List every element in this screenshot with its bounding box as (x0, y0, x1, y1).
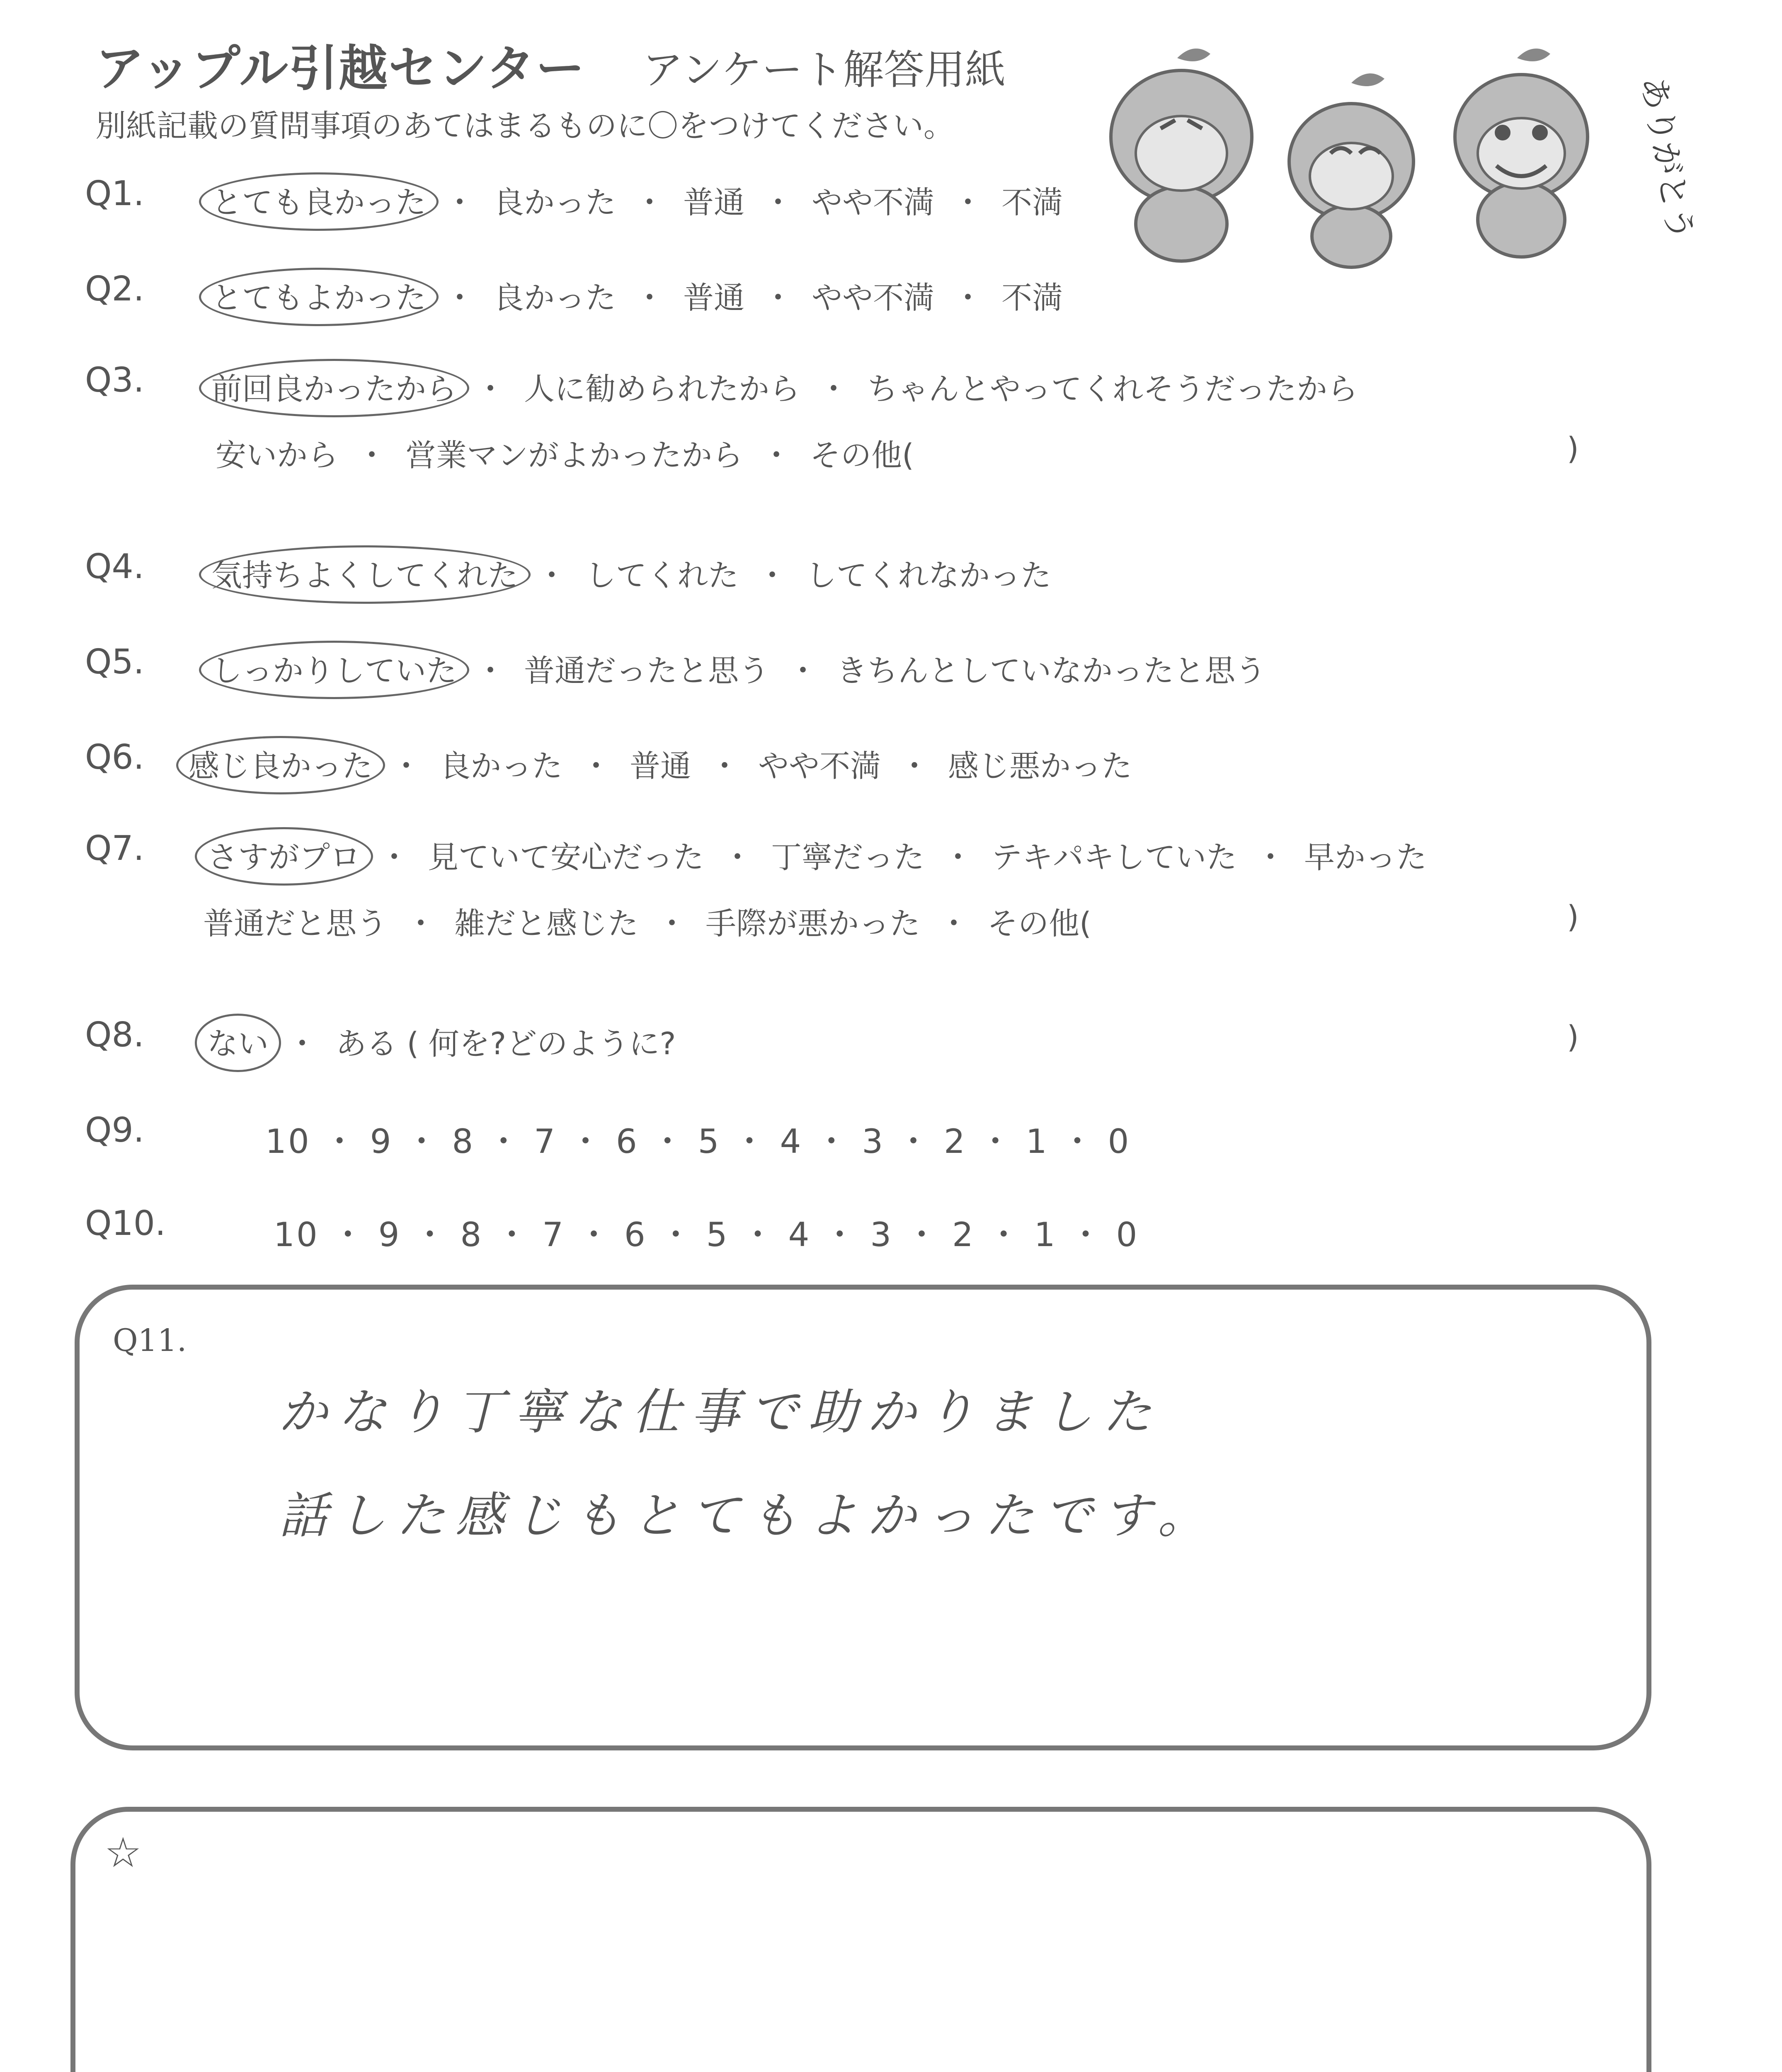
option-separator: ・ (475, 371, 506, 407)
option-q3-1-3[interactable]: ちゃんとやってくれそうだったから (867, 371, 1358, 407)
star-icon: ☆ (104, 1828, 142, 1877)
option-separator: ・ (391, 748, 422, 784)
mascot-illustration (1086, 33, 1701, 265)
option-separator: ・ (379, 840, 410, 875)
option-q5-1-3[interactable]: きちんとしていなかったと思う (836, 653, 1266, 689)
question-label-q8: Q8. (85, 1015, 144, 1055)
question-q2-options-1 (211, 274, 1063, 317)
question-q3-options-2 (216, 431, 914, 475)
option-q5-1-2[interactable]: 普通だったと思う (524, 653, 769, 689)
option-separator: ・ (356, 438, 387, 473)
q9-label: Q9. (85, 1111, 144, 1150)
option-separator: ・ (475, 653, 506, 689)
question-label-q7: Q7. (85, 829, 144, 868)
option-q7-1-2[interactable]: 見ていて安心だった (428, 840, 704, 875)
question-q8-options-1 (207, 1019, 676, 1063)
question-q4-options-1 (211, 551, 1051, 595)
question-q5-options-1 (211, 646, 1266, 690)
question-q3-options-1 (211, 365, 1358, 409)
option-q8-1-1[interactable]: ない (207, 1026, 269, 1062)
option-q7-1-4[interactable]: テキパキしていた (992, 840, 1237, 875)
close-paren-q3: ) (1567, 431, 1579, 467)
selected-answer-circle (195, 827, 373, 886)
option-separator: ・ (444, 185, 475, 220)
option-q2-1-4[interactable]: やや不満 (812, 280, 934, 316)
option-q6-1-5[interactable]: 感じ悪かった (948, 748, 1132, 784)
option-separator: ・ (287, 1026, 318, 1062)
option-q3-1-2[interactable]: 人に勧められたから (524, 371, 800, 407)
q11-label: Q11. (113, 1323, 187, 1358)
option-q5-1-1[interactable]: しっかりしていた (211, 653, 457, 689)
selected-answer-circle (176, 736, 385, 794)
option-q6-1-3[interactable]: 普通 (630, 748, 691, 784)
option-q8-1-2[interactable]: ある ( 何を?どのように? (336, 1026, 676, 1062)
selected-answer-circle (199, 359, 469, 417)
question-label-q2: Q2. (85, 269, 144, 309)
company-title: アップル引越センター (95, 40, 586, 97)
option-q4-1-3[interactable]: してくれなかった (806, 558, 1051, 593)
option-q3-2-1[interactable]: 安いから (216, 438, 338, 473)
option-separator: ・ (788, 653, 818, 689)
option-q1-1-2[interactable]: 良かった (493, 185, 616, 220)
option-q7-1-3[interactable]: 丁寧だった (771, 840, 924, 875)
option-separator: ・ (444, 280, 475, 316)
option-q7-2-2[interactable]: 雑だと感じた (454, 906, 638, 942)
option-separator: ・ (757, 558, 788, 593)
question-label-q3: Q3. (85, 361, 144, 400)
option-q7-2-3[interactable]: 手際が悪かった (706, 906, 920, 942)
option-q7-1-1[interactable]: さすがプロ (207, 840, 361, 875)
question-q7-options-2 (203, 899, 1091, 943)
option-q1-1-3[interactable]: 普通 (683, 185, 744, 220)
option-q2-1-2[interactable]: 良かった (493, 280, 616, 316)
option-q6-1-2[interactable]: 良かった (440, 748, 562, 784)
selected-answer-circle (195, 1014, 281, 1072)
option-separator: ・ (536, 558, 567, 593)
option-q2-1-5[interactable]: 不満 (1001, 280, 1063, 316)
option-separator: ・ (709, 748, 740, 784)
q10-label: Q10. (85, 1204, 166, 1243)
instruction-text: 別紙記載の質問事項のあてはまるものに〇をつけてください。 (95, 108, 954, 144)
thanks-text: ありがとう (1634, 73, 1701, 244)
question-label-q5: Q5. (85, 642, 144, 682)
option-q3-2-3[interactable]: その他( (810, 438, 914, 473)
selected-answer-circle (199, 172, 439, 231)
option-q2-1-1[interactable]: とてもよかった (211, 280, 426, 316)
question-q7-options-1 (207, 833, 1427, 877)
option-separator: ・ (818, 371, 849, 407)
option-q1-1-5[interactable]: 不満 (1001, 185, 1063, 220)
option-separator: ・ (657, 906, 687, 942)
option-q6-1-1[interactable]: 感じ良かった (189, 748, 373, 784)
q11-comment-line-2: 話した感じもとてもよかったです。 (279, 1487, 1217, 1544)
selected-answer-circle (199, 268, 439, 326)
question-label-q4: Q4. (85, 547, 144, 586)
option-q7-2-4[interactable]: その他( (987, 906, 1091, 942)
option-q6-1-4[interactable]: やや不満 (758, 748, 881, 784)
question-q1-options-1 (211, 178, 1063, 222)
q10-scale[interactable]: 10 ・ 9 ・ 8 ・ 7 ・ 6 ・ 5 ・ 4 ・ 3 ・ 2 ・ 1 ・ 0 (274, 1215, 1139, 1254)
q11-comment-line-1: かなり丁寧な仕事で助かりました (279, 1383, 1162, 1440)
option-separator: ・ (761, 438, 792, 473)
q11-comment-box[interactable] (75, 1285, 1651, 1750)
free-comment-box[interactable] (70, 1807, 1651, 2072)
option-separator: ・ (1255, 840, 1286, 875)
q9-scale[interactable]: 10 ・ 9 ・ 8 ・ 7 ・ 6 ・ 5 ・ 4 ・ 3 ・ 2 ・ 1 ・ 0 (265, 1122, 1131, 1161)
question-label-q6: Q6. (85, 738, 144, 777)
option-q2-1-3[interactable]: 普通 (683, 280, 744, 316)
option-separator: ・ (943, 840, 973, 875)
option-separator: ・ (634, 280, 665, 316)
close-paren-q8: ) (1567, 1019, 1579, 1055)
question-q6-options-1 (189, 742, 1132, 786)
selected-answer-circle (199, 641, 469, 699)
option-separator: ・ (899, 748, 930, 784)
option-q7-2-1[interactable]: 普通だと思う (203, 906, 387, 942)
option-q3-1-1[interactable]: 前回良かったから (211, 371, 457, 407)
option-q3-2-2[interactable]: 営業マンがよかったから (405, 438, 743, 473)
option-separator: ・ (938, 906, 969, 942)
option-separator: ・ (634, 185, 665, 220)
option-separator: ・ (722, 840, 753, 875)
option-q7-1-5[interactable]: 早かった (1304, 840, 1427, 875)
close-paren-q7: ) (1567, 899, 1579, 935)
option-separator: ・ (953, 280, 983, 316)
option-separator: ・ (581, 748, 611, 784)
option-separator: ・ (953, 185, 983, 220)
option-q4-1-1[interactable]: 気持ちよくしてくれた (211, 558, 518, 593)
option-q1-1-4[interactable]: やや不満 (812, 185, 934, 220)
option-separator: ・ (763, 280, 793, 316)
question-label-q1: Q1. (85, 174, 144, 213)
option-separator: ・ (405, 906, 436, 942)
option-q1-1-1[interactable]: とても良かった (211, 185, 426, 220)
option-q4-1-2[interactable]: してくれた (585, 558, 739, 593)
selected-answer-circle (199, 545, 531, 604)
option-separator: ・ (763, 185, 793, 220)
form-title: アンケート解答用紙 (642, 46, 1006, 94)
